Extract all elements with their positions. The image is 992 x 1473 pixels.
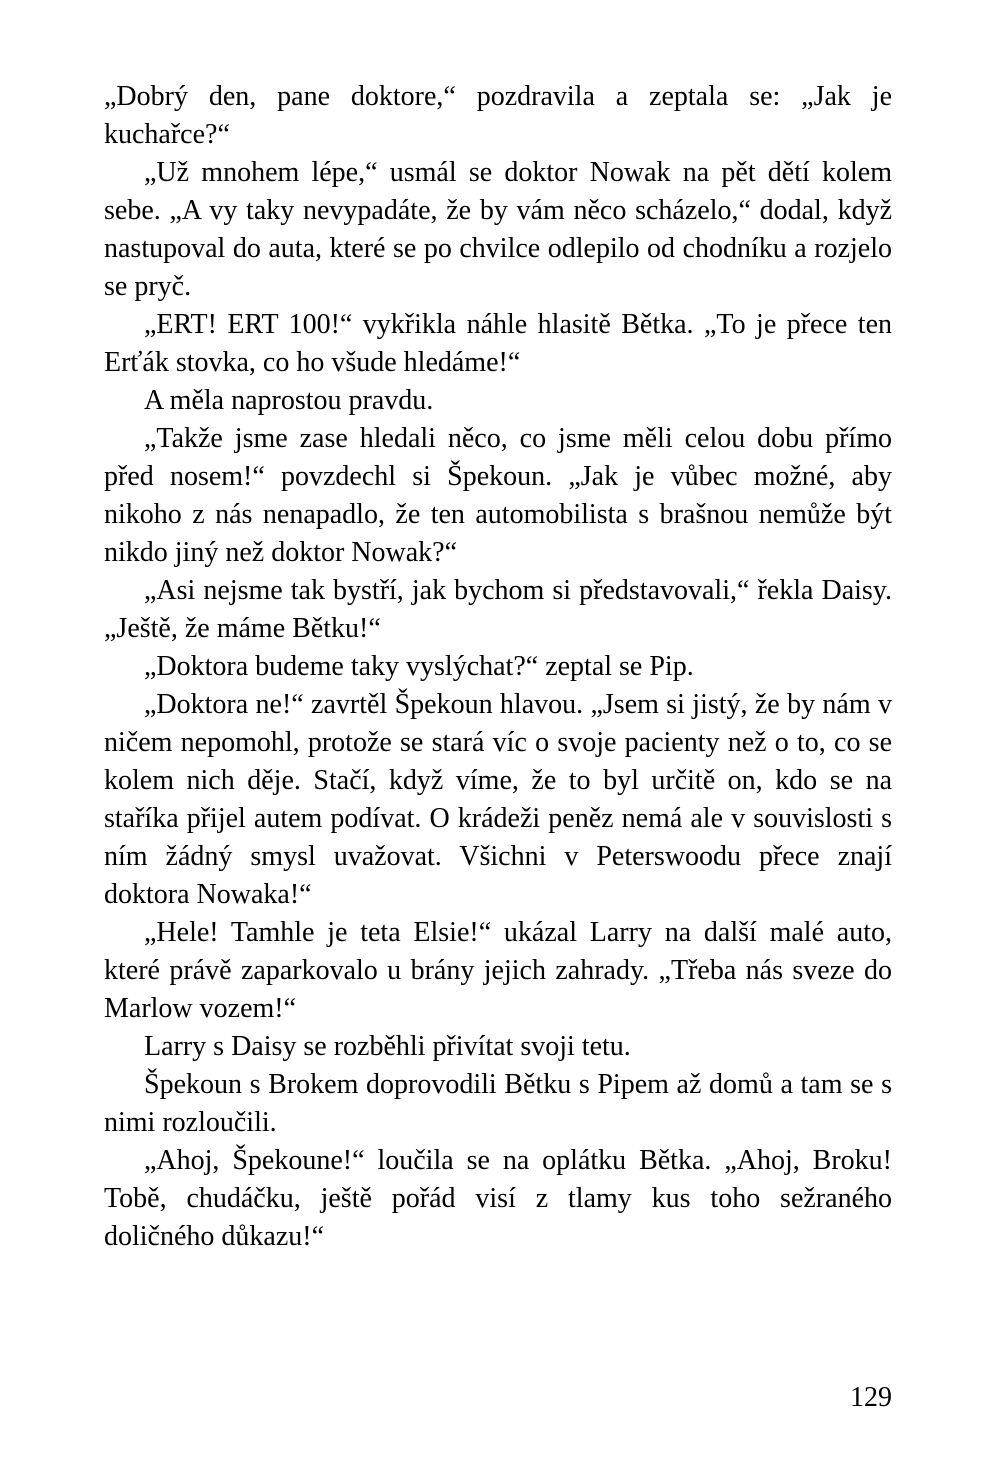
paragraph: „Dobrý den, pane doktore,“ pozdravila a zeptala se: „Jak je kuchařce?“ — [104, 81, 892, 150]
paragraph: Larry s Daisy se rozběhli přivítat svoji tetu. — [144, 1031, 631, 1062]
paragraph: „Doktora ne!“ zavrtěl Špekoun hlavou. „Jsem si jistý, že by nám v ničem nepomohl, protože se stará víc o svoje pacienty než o to, co se kolem nich děje. Stačí, když víme, že to byl určitě on, kdo se na staříka přijel autem podívat. O krádeži peněz nemá ale v souvislosti s ním žádný smysl uvažovat. Všichni v Peterswoodu přece znají doktora Nowaka!“ — [104, 689, 892, 910]
page-text — [104, 78, 892, 1256]
page-number: 129 — [850, 1382, 892, 1413]
paragraph: Špekoun s Brokem doprovodili Bětku s Pipem až domů a tam se s nimi rozloučili. — [104, 1069, 892, 1138]
paragraph: „Hele! Tamhle je teta Elsie!“ ukázal Larry na další malé auto, které právě zaparkovalo u brány jejich zahrady. „Třeba nás sveze do Marlow vozem!“ — [104, 917, 892, 1024]
paragraph: A měla naprostou pravdu. — [144, 385, 434, 416]
paragraph: „Asi nejsme tak bystří, jak bychom si představovali,“ řekla Daisy. „Ještě, že máme Bětku!“ — [104, 575, 892, 644]
paragraph: „Takže jsme zase hledali něco, co jsme měli celou dobu přímo před nosem!“ povzdechl si Špekoun. „Jak je vůbec možné, aby nikoho z nás nenapadlo, že ten automobilista s brašnou nemůže být nikdo jiný než doktor Nowak?“ — [104, 423, 892, 568]
paragraph: „ERT! ERT 100!“ vykřikla náhle hlasitě Bětka. „To je přece ten Erťák stovka, co ho všude hledáme!“ — [104, 309, 892, 378]
paragraph: „Už mnohem lépe,“ usmál se doktor Nowak na pět dětí kolem sebe. „A vy taky nevypadáte, že by vám něco scházelo,“ dodal, když nastupoval do auta, které se po chvilce odlepilo od chodníku a rozjelo se pryč. — [104, 157, 892, 302]
paragraph: „Doktora budeme taky vyslýchat?“ zeptal se Pip. — [144, 651, 694, 682]
paragraph: „Ahoj, Špekoune!“ loučila se na oplátku Bětka. „Ahoj, Broku! Tobě, chudáčku, ještě pořád visí z tlamy kus toho sežraného doličného důkazu!“ — [104, 1145, 892, 1252]
